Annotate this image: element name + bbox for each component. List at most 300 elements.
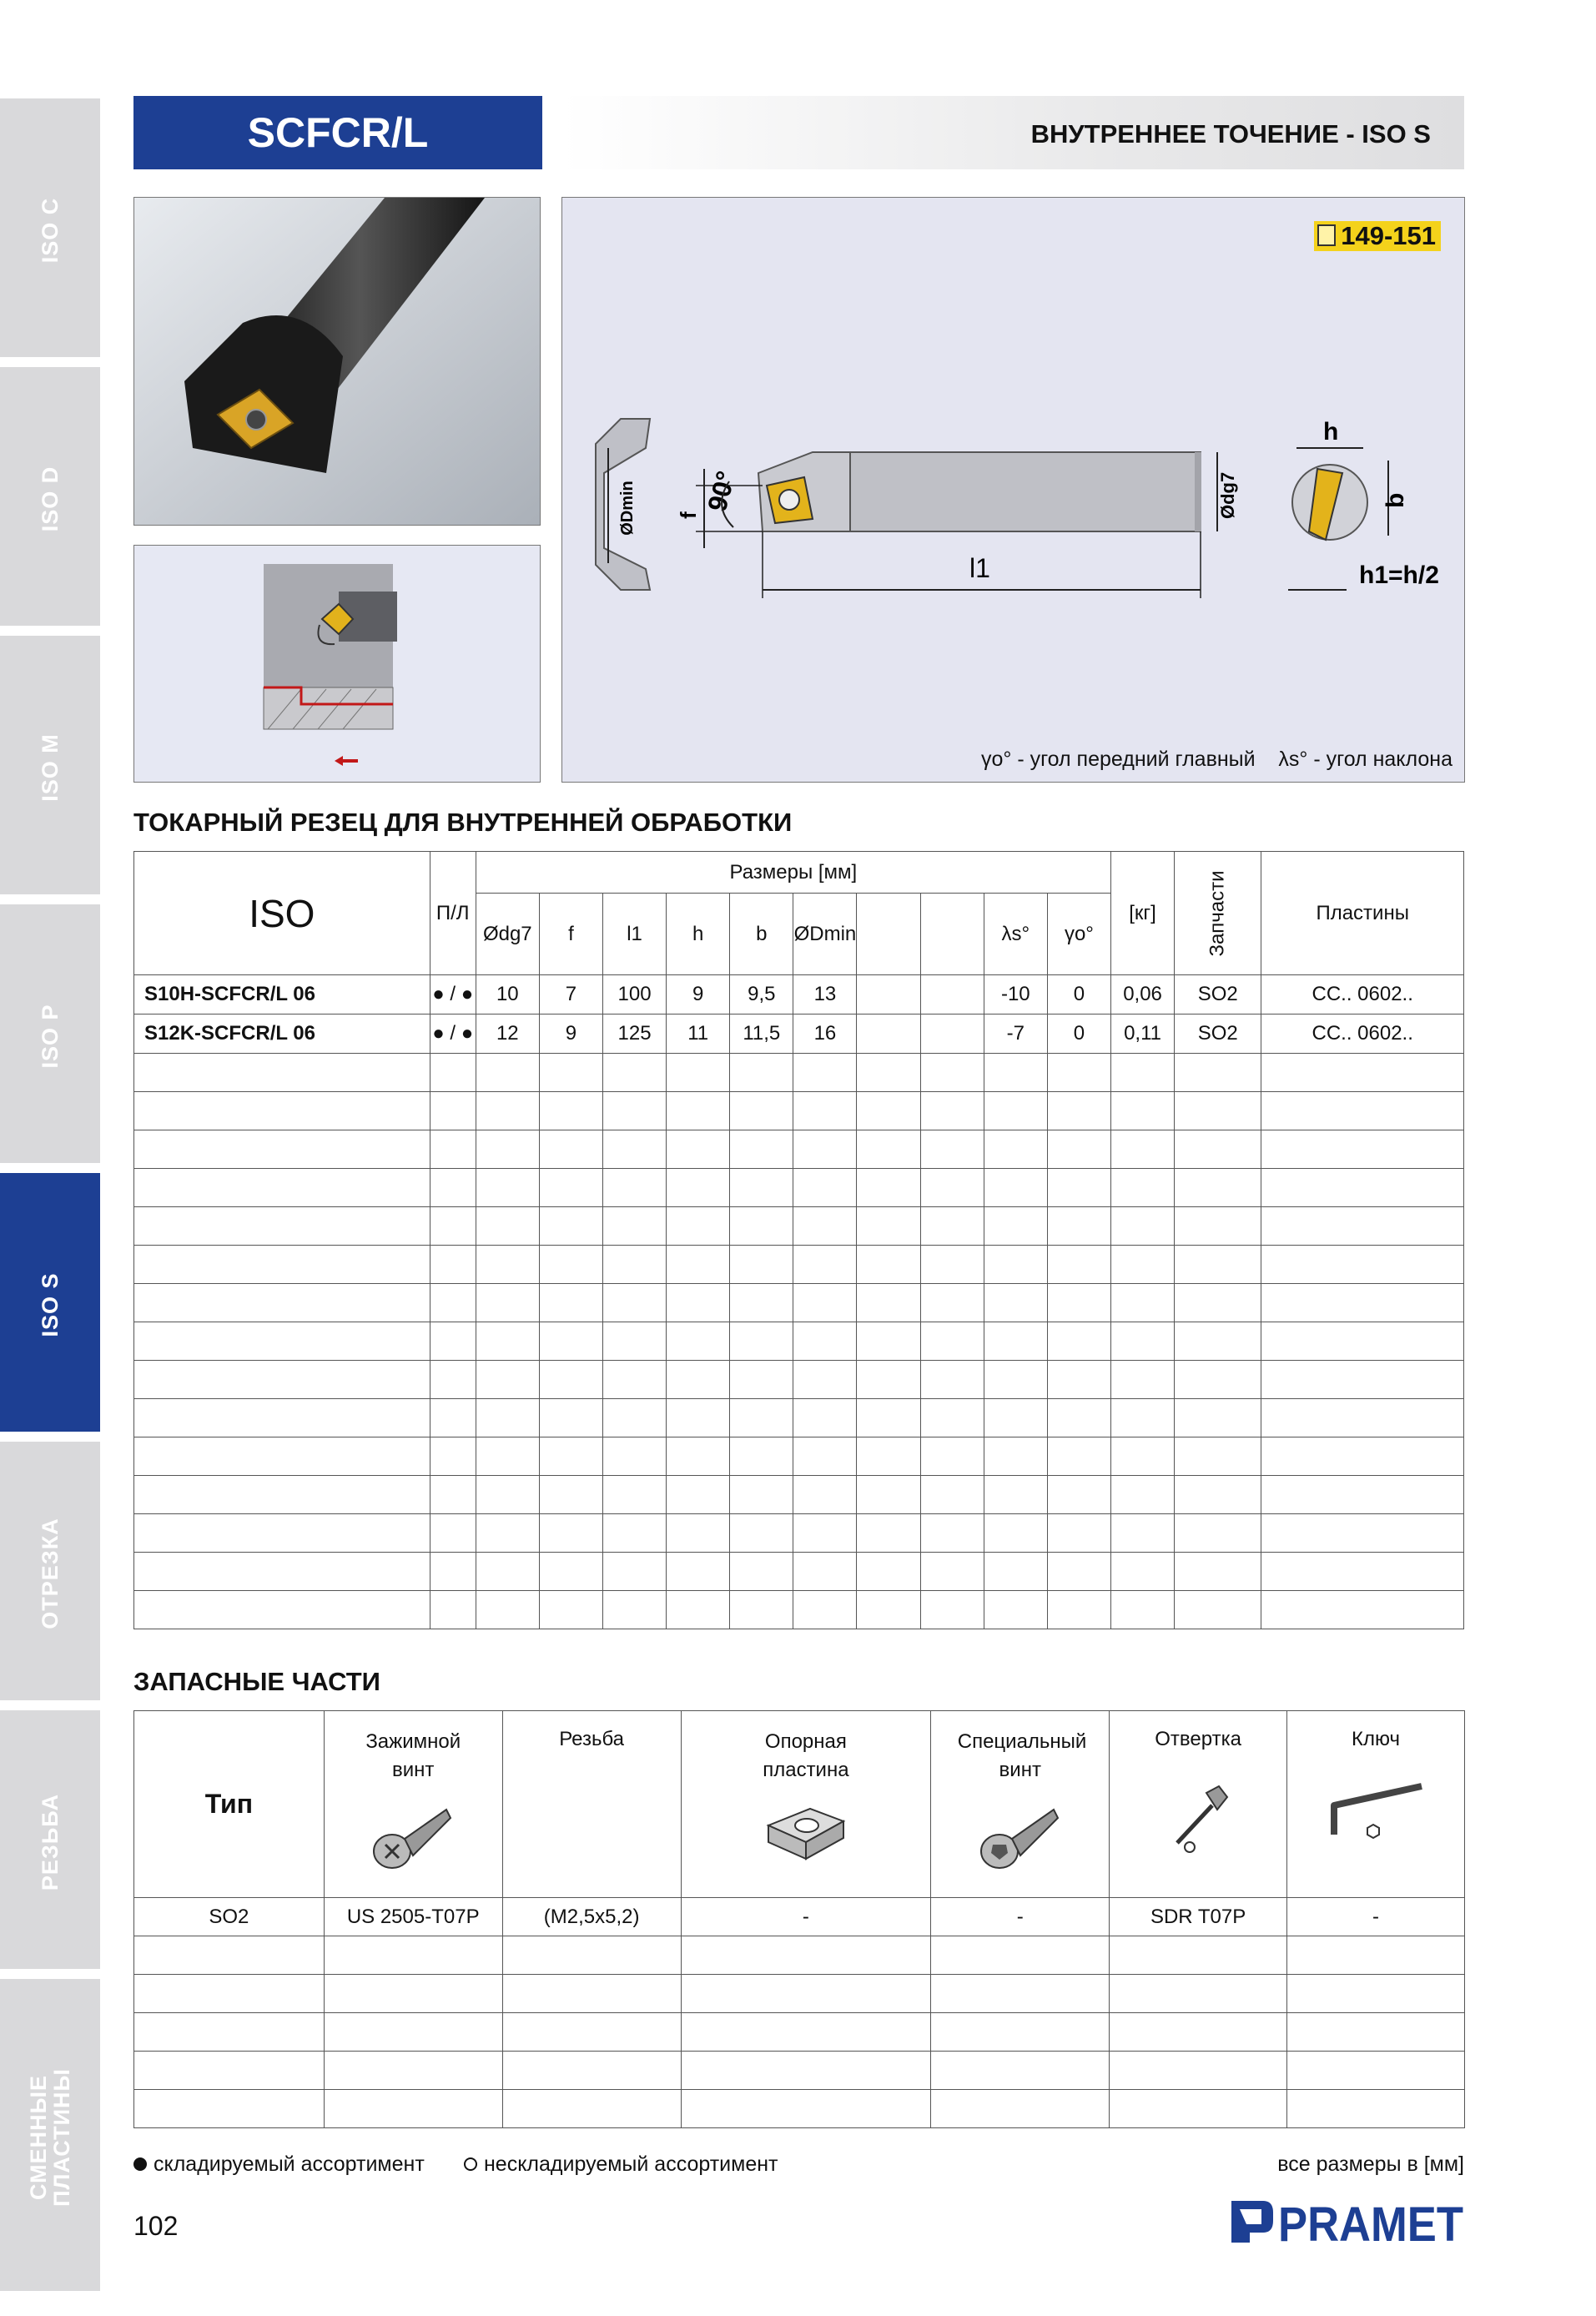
cell-code (134, 1322, 430, 1361)
col-shim: Опорная пластина (681, 1711, 931, 1898)
cell-b (730, 1437, 793, 1476)
side-tab-iso-m[interactable]: ISO M (0, 636, 100, 899)
cell-spare (1175, 1553, 1261, 1591)
cell-dmin (793, 1361, 857, 1399)
cell-dg7 (476, 1054, 539, 1092)
cell-dg7 (476, 1437, 539, 1476)
cell-f: 7 (539, 975, 602, 1015)
cell-l1 (602, 1246, 666, 1284)
side-tab-iso-s[interactable]: ISO S (0, 1173, 100, 1437)
cell-b (730, 1514, 793, 1553)
tool-photo (133, 197, 541, 526)
stock-legend: складируемый ассортимент (133, 2152, 425, 2177)
cell-l1 (602, 1476, 666, 1514)
cell-special (931, 1975, 1110, 2013)
cell-empty-1 (857, 1284, 920, 1322)
cell-gamma (1047, 1054, 1110, 1092)
cell-dmin: 13 (793, 975, 857, 1015)
cell-screw (324, 1975, 502, 2013)
cell-kg (1110, 1476, 1174, 1514)
cell-h: 11 (667, 1015, 730, 1054)
cell-empty-2 (920, 1514, 984, 1553)
cell-h (667, 1054, 730, 1092)
page-reference-badge[interactable]: 149-151 (1314, 221, 1441, 251)
side-tab-cutoff[interactable]: ОТРЕЗКА (0, 1442, 100, 1705)
cell-b: 9,5 (730, 975, 793, 1015)
cell-gamma (1047, 1169, 1110, 1207)
cell-dmin (793, 1514, 857, 1553)
cell-lambda (984, 1399, 1047, 1437)
col-empty-1 (857, 894, 920, 975)
cell-empty-2 (920, 1284, 984, 1322)
cell-b (730, 1169, 793, 1207)
spare-table-title: ЗАПАСНЫЕ ЧАСТИ (133, 1667, 380, 1696)
cell-l1 (602, 1284, 666, 1322)
clamp-screw-icon (367, 1793, 459, 1876)
cell-h (667, 1361, 730, 1399)
cell-inserts: CC.. 0602.. (1261, 975, 1464, 1015)
cell-type (134, 2052, 325, 2090)
cell-pl (430, 1246, 476, 1284)
cell-pl (430, 1399, 476, 1437)
cell-h (667, 1246, 730, 1284)
cell-pl (430, 1130, 476, 1169)
col-gamma: γo° (1047, 894, 1110, 975)
cell-dg7 (476, 1399, 539, 1437)
cell-lambda: -10 (984, 975, 1047, 1015)
cell-shim (681, 2013, 931, 2052)
cell-f (539, 1284, 602, 1322)
table-row (134, 1130, 1464, 1169)
cell-lambda (984, 1246, 1047, 1284)
cell-f (539, 1437, 602, 1476)
table-row (134, 1936, 1465, 1975)
main-table-title: ТОКАРНЫЙ РЕЗЕЦ ДЛЯ ВНУТРЕННЕЙ ОБРАБОТКИ (133, 808, 793, 837)
cell-spare (1175, 1476, 1261, 1514)
table-row (134, 1591, 1464, 1629)
cell-code (134, 1437, 430, 1476)
cell-f (539, 1399, 602, 1437)
cell-dmin (793, 1054, 857, 1092)
cell-f (539, 1553, 602, 1591)
cell-dg7 (476, 1246, 539, 1284)
cell-driver (1110, 1936, 1287, 1975)
cell-code (134, 1130, 430, 1169)
cell-empty-2 (920, 1399, 984, 1437)
cell-l1: 125 (602, 1015, 666, 1054)
tool-table (133, 851, 1464, 1629)
table-row (134, 1898, 1465, 1936)
spare-parts-table (133, 1710, 1465, 2128)
table-row (134, 1553, 1464, 1591)
cell-spare (1175, 1054, 1261, 1092)
col-b: b (730, 894, 793, 975)
cell-empty-2 (920, 1322, 984, 1361)
cell-code (134, 1054, 430, 1092)
cell-f (539, 1207, 602, 1246)
side-tab-inserts[interactable]: СМЕННЫЕ ПЛАСТИНЫ (0, 1979, 100, 2296)
cell-h (667, 1399, 730, 1437)
units-note: все размеры в [мм] (1277, 2152, 1464, 2176)
cell-dg7 (476, 1476, 539, 1514)
table-row (134, 1054, 1464, 1092)
cell-driver (1110, 2052, 1287, 2090)
cell-lambda (984, 1591, 1047, 1629)
cell-driver (1110, 2090, 1287, 2128)
cell-code: S10H-SCFCR/L 06 (134, 975, 430, 1015)
cell-kg (1110, 1399, 1174, 1437)
cell-pl (430, 1322, 476, 1361)
kg-header: [кг] (1110, 852, 1174, 975)
table-row (134, 1246, 1464, 1284)
cell-dmin (793, 1246, 857, 1284)
cell-thread (502, 1936, 681, 1975)
cell-h (667, 1437, 730, 1476)
cell-l1 (602, 1092, 666, 1130)
col-l1: l1 (602, 894, 666, 975)
cell-kg (1110, 1514, 1174, 1553)
cell-b (730, 1476, 793, 1514)
cell-inserts (1261, 1437, 1464, 1476)
cell-kg (1110, 1553, 1174, 1591)
table-row (134, 2013, 1465, 2052)
cell-spare: SO2 (1175, 975, 1261, 1015)
cell-empty-1 (857, 1322, 920, 1361)
cell-dg7 (476, 1553, 539, 1591)
cell-f (539, 1169, 602, 1207)
cell-empty-2 (920, 975, 984, 1015)
cell-special (931, 2090, 1110, 2128)
cell-inserts (1261, 1476, 1464, 1514)
cell-gamma (1047, 1514, 1110, 1553)
cell-h (667, 1130, 730, 1169)
col-h: h (667, 894, 730, 975)
cell-code (134, 1591, 430, 1629)
cell-empty-2 (920, 1054, 984, 1092)
cell-kg (1110, 1054, 1174, 1092)
filled-dot-icon (133, 2157, 147, 2171)
cell-thread: (M2,5x5,2) (502, 1898, 681, 1936)
cell-dmin (793, 1399, 857, 1437)
cell-pl (430, 1514, 476, 1553)
cell-spare (1175, 1322, 1261, 1361)
label-l1: l1 (969, 553, 990, 583)
label-angle: 90° (701, 467, 742, 515)
cell-screw (324, 2090, 502, 2128)
cell-f (539, 1246, 602, 1284)
cell-spare (1175, 1169, 1261, 1207)
cell-dmin (793, 1322, 857, 1361)
cell-gamma (1047, 1284, 1110, 1322)
cell-shim (681, 2090, 931, 2128)
cell-dg7 (476, 1092, 539, 1130)
cell-thread (502, 1975, 681, 2013)
header-bar (561, 96, 1464, 169)
cell-lambda (984, 1361, 1047, 1399)
cell-h (667, 1169, 730, 1207)
cell-lambda (984, 1514, 1047, 1553)
side-tab-iso-c[interactable]: ISO C (0, 98, 100, 362)
cell-dg7 (476, 1284, 539, 1322)
cell-inserts (1261, 1054, 1464, 1092)
cell-l1 (602, 1514, 666, 1553)
cell-h (667, 1207, 730, 1246)
cell-key (1287, 2090, 1465, 2128)
col-key: Ключ (1287, 1711, 1465, 1898)
cell-pl: ● / ● (430, 975, 476, 1015)
cell-driver (1110, 1975, 1287, 2013)
cell-l1 (602, 1399, 666, 1437)
cell-h (667, 1092, 730, 1130)
cell-pl (430, 1169, 476, 1207)
table-row (134, 1169, 1464, 1207)
cell-f (539, 1092, 602, 1130)
cell-b (730, 1361, 793, 1399)
cell-kg (1110, 1361, 1174, 1399)
cell-spare: SO2 (1175, 1015, 1261, 1054)
table-row (134, 1322, 1464, 1361)
cell-code (134, 1207, 430, 1246)
cell-code (134, 1361, 430, 1399)
cell-empty-2 (920, 1591, 984, 1629)
cell-shim (681, 1975, 931, 2013)
cell-code (134, 1284, 430, 1322)
cell-l1: 100 (602, 975, 666, 1015)
cell-code (134, 1246, 430, 1284)
cell-b (730, 1322, 793, 1361)
cell-empty-2 (920, 1207, 984, 1246)
cell-inserts (1261, 1207, 1464, 1246)
table-row (134, 1092, 1464, 1130)
cell-shim (681, 1936, 931, 1975)
cell-f (539, 1361, 602, 1399)
iso-header: ISO (134, 852, 430, 975)
cell-f (539, 1476, 602, 1514)
cell-h (667, 1553, 730, 1591)
cell-b: 11,5 (730, 1015, 793, 1054)
cell-special (931, 1936, 1110, 1975)
cell-inserts (1261, 1169, 1464, 1207)
cell-type (134, 1936, 325, 1975)
cell-kg (1110, 1322, 1174, 1361)
cell-empty-1 (857, 1361, 920, 1399)
dims-header: Размеры [мм] (476, 852, 1110, 894)
label-h1: h1=h/2 (1359, 561, 1439, 589)
cell-inserts (1261, 1399, 1464, 1437)
cell-h (667, 1322, 730, 1361)
cell-spare (1175, 1246, 1261, 1284)
cell-gamma: 0 (1047, 1015, 1110, 1054)
cell-dg7 (476, 1207, 539, 1246)
cell-special (931, 2052, 1110, 2090)
cell-empty-1 (857, 1130, 920, 1169)
cell-code (134, 1169, 430, 1207)
cell-gamma (1047, 1092, 1110, 1130)
cell-code (134, 1092, 430, 1130)
side-tab-iso-p[interactable]: ISO P (0, 904, 100, 1168)
table-row (134, 2052, 1465, 2090)
cell-key: - (1287, 1898, 1465, 1936)
cell-thread (502, 2013, 681, 2052)
cell-code (134, 1514, 430, 1553)
cell-spare (1175, 1437, 1261, 1476)
cell-code (134, 1476, 430, 1514)
cell-driver: SDR T07P (1110, 1898, 1287, 1936)
cell-lambda (984, 1284, 1047, 1322)
cell-thread (502, 2090, 681, 2128)
cell-b (730, 1284, 793, 1322)
cell-spare (1175, 1207, 1261, 1246)
cell-empty-1 (857, 1437, 920, 1476)
cell-gamma (1047, 1246, 1110, 1284)
label-dg7: Ødg7 (1217, 471, 1238, 519)
screwdriver-icon (1152, 1776, 1244, 1868)
cell-f (539, 1514, 602, 1553)
cell-pl (430, 1207, 476, 1246)
cell-screw (324, 2052, 502, 2090)
cell-kg (1110, 1437, 1174, 1476)
cell-gamma (1047, 1476, 1110, 1514)
side-tab-threading[interactable]: РЕЗЬБА (0, 1710, 100, 1974)
inserts-header: Пластины (1261, 852, 1464, 975)
page-number: 102 (133, 2211, 179, 2241)
cell-type (134, 2090, 325, 2128)
cell-gamma (1047, 1399, 1110, 1437)
cell-inserts (1261, 1361, 1464, 1399)
cell-dmin (793, 1591, 857, 1629)
cell-pl (430, 1591, 476, 1629)
cell-f (539, 1322, 602, 1361)
table-row (134, 975, 1464, 1015)
side-tab-iso-d[interactable]: ISO D (0, 367, 100, 631)
cell-empty-1 (857, 1054, 920, 1092)
cell-type: SO2 (134, 1898, 325, 1936)
cell-dg7: 12 (476, 1015, 539, 1054)
cell-kg (1110, 1591, 1174, 1629)
nonstock-legend: нескладируемый ассортимент (464, 2152, 778, 2177)
cell-lambda (984, 1553, 1047, 1591)
cell-spare (1175, 1514, 1261, 1553)
col-dg7: Ødg7 (476, 894, 539, 975)
key-icon (1322, 1776, 1430, 1860)
cell-l1 (602, 1322, 666, 1361)
special-screw-icon (974, 1793, 1066, 1876)
cell-dmin (793, 1130, 857, 1169)
table-row (134, 1975, 1465, 2013)
cell-dg7: 10 (476, 975, 539, 1015)
cell-pl: ● / ● (430, 1015, 476, 1054)
cell-inserts (1261, 1246, 1464, 1284)
angle-legend: γo° - угол передний главный λs° - угол наклона (980, 748, 1453, 771)
cell-inserts (1261, 1092, 1464, 1130)
label-f: f (676, 511, 701, 519)
cell-l1 (602, 1553, 666, 1591)
cell-pl (430, 1361, 476, 1399)
cell-h (667, 1476, 730, 1514)
cell-spare (1175, 1591, 1261, 1629)
cell-empty-2 (920, 1169, 984, 1207)
cell-key (1287, 2052, 1465, 2090)
svg-text:PRAMET: PRAMET (1278, 2198, 1463, 2246)
cell-dmin (793, 1169, 857, 1207)
cell-kg (1110, 1169, 1174, 1207)
table-row (134, 1399, 1464, 1437)
cell-dg7 (476, 1169, 539, 1207)
cell-f (539, 1130, 602, 1169)
cell-kg: 0,11 (1110, 1015, 1174, 1054)
cell-inserts (1261, 1130, 1464, 1169)
cell-dmin: 16 (793, 1015, 857, 1054)
shim-icon (760, 1796, 852, 1871)
cell-b (730, 1399, 793, 1437)
cell-gamma (1047, 1437, 1110, 1476)
cell-l1 (602, 1591, 666, 1629)
pramet-logo (1230, 2198, 1466, 2246)
cell-empty-2 (920, 1553, 984, 1591)
cell-inserts (1261, 1591, 1464, 1629)
cell-b (730, 1553, 793, 1591)
cell-gamma (1047, 1322, 1110, 1361)
cell-empty-1 (857, 1015, 920, 1054)
cell-empty-1 (857, 1591, 920, 1629)
cell-h: 9 (667, 975, 730, 1015)
cell-special (931, 2013, 1110, 2052)
cell-gamma: 0 (1047, 975, 1110, 1015)
cell-pl (430, 1553, 476, 1591)
cell-screw: US 2505-T07P (324, 1898, 502, 1936)
cell-screw (324, 2013, 502, 2052)
cell-lambda (984, 1130, 1047, 1169)
cell-empty-1 (857, 1476, 920, 1514)
pl-header: П/Л (430, 852, 476, 975)
cell-spare (1175, 1361, 1261, 1399)
col-thread: Резьба (502, 1711, 681, 1898)
cell-dg7 (476, 1322, 539, 1361)
cell-empty-2 (920, 1476, 984, 1514)
cell-dmin (793, 1092, 857, 1130)
cell-spare (1175, 1399, 1261, 1437)
cell-lambda (984, 1092, 1047, 1130)
cell-dmin (793, 1553, 857, 1591)
cell-spare (1175, 1130, 1261, 1169)
table-row (134, 2090, 1465, 2128)
cell-empty-1 (857, 1207, 920, 1246)
cell-b (730, 1054, 793, 1092)
cell-empty-1 (857, 1092, 920, 1130)
cell-l1 (602, 1437, 666, 1476)
spare-header: Запчасти (1175, 852, 1261, 975)
cell-kg (1110, 1284, 1174, 1322)
cell-empty-2 (920, 1361, 984, 1399)
cell-inserts (1261, 1514, 1464, 1553)
table-row (134, 1015, 1464, 1054)
cell-special: - (931, 1898, 1110, 1936)
cell-lambda (984, 1322, 1047, 1361)
table-row (134, 1361, 1464, 1399)
cell-l1 (602, 1054, 666, 1092)
table-row (134, 1207, 1464, 1246)
table-row (134, 1514, 1464, 1553)
cell-h (667, 1284, 730, 1322)
col-f: f (539, 894, 602, 975)
cell-key (1287, 1975, 1465, 2013)
cell-pl (430, 1054, 476, 1092)
cell-key (1287, 1936, 1465, 1975)
cell-f (539, 1054, 602, 1092)
cell-empty-1 (857, 1399, 920, 1437)
cell-l1 (602, 1361, 666, 1399)
cell-code (134, 1399, 430, 1437)
